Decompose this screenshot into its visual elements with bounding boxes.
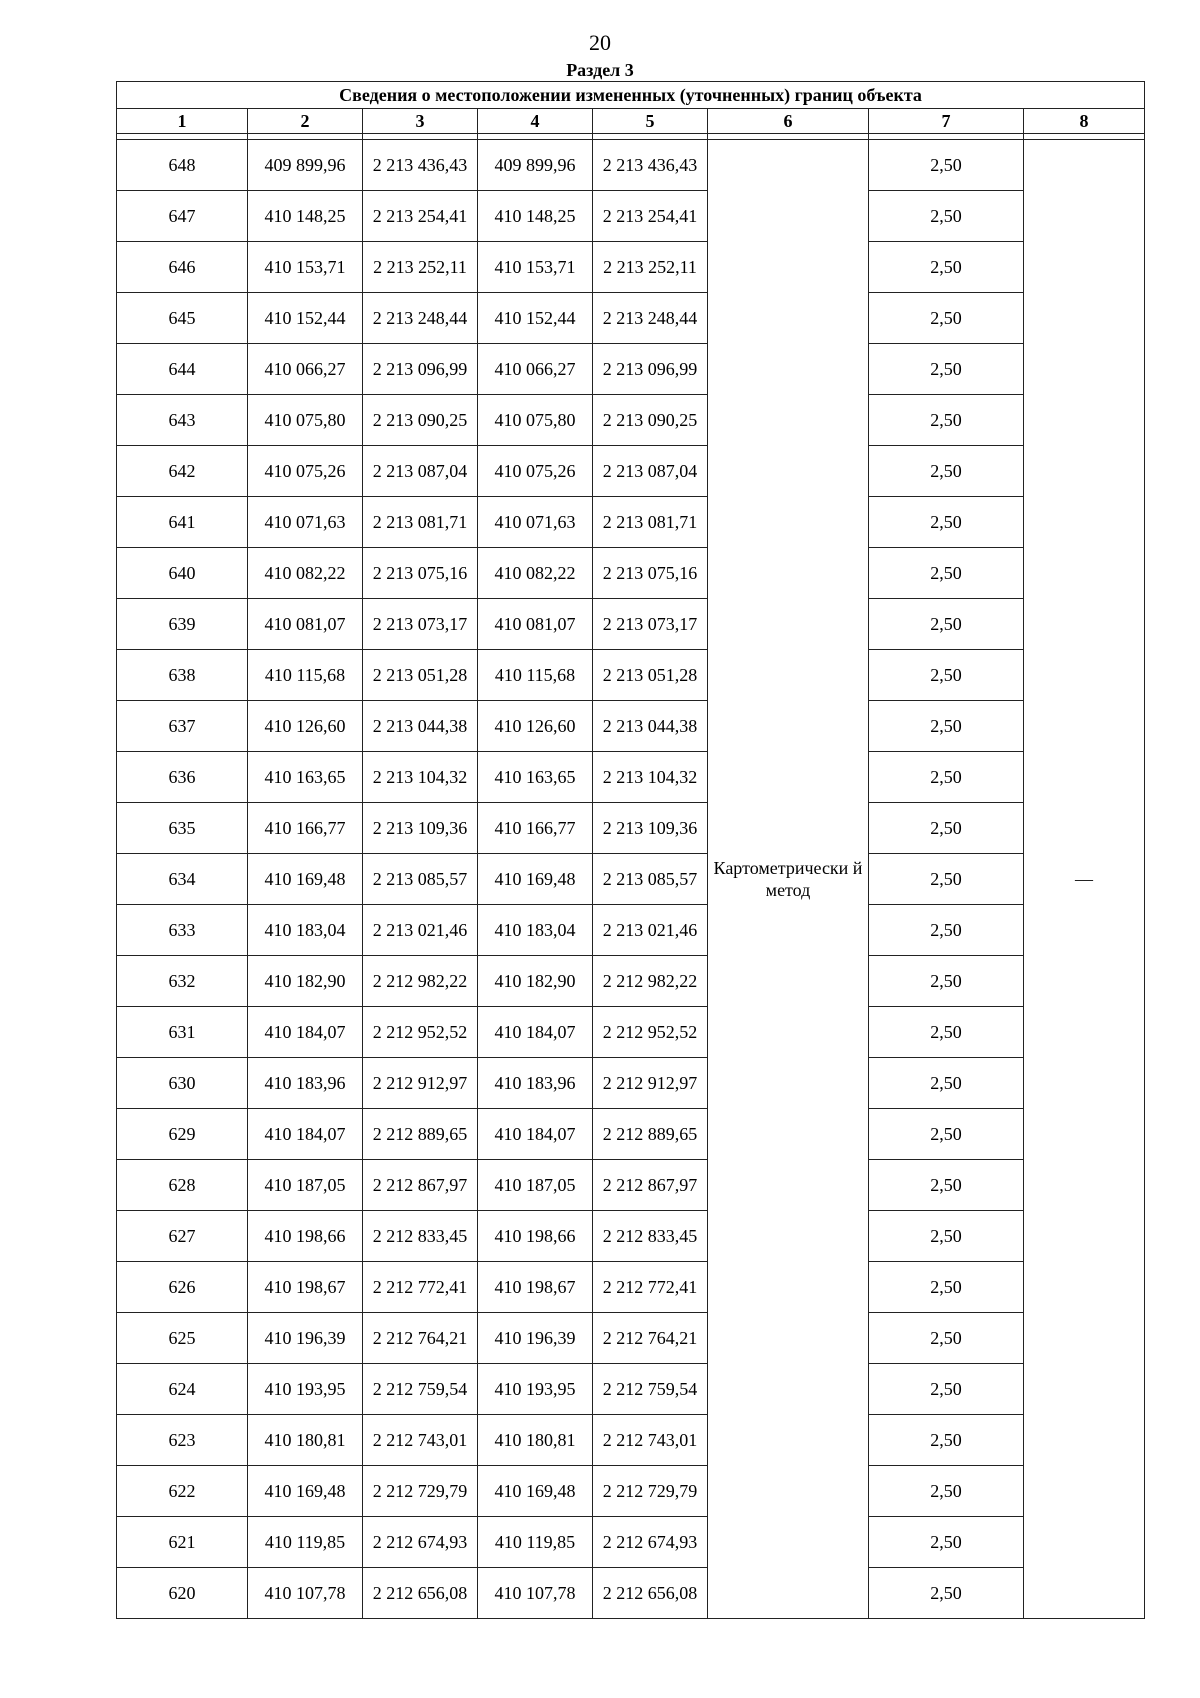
x-new-cell: 410 075,26 [478, 446, 593, 497]
column-number-row [117, 109, 1145, 134]
x-old-cell: 410 198,67 [248, 1262, 363, 1313]
x-old-cell: 410 184,07 [248, 1007, 363, 1058]
x-new-cell: 410 163,65 [478, 752, 593, 803]
x-old-cell: 410 066,27 [248, 344, 363, 395]
table-row [117, 650, 1145, 701]
accuracy-cell: 2,50 [869, 1211, 1024, 1262]
y-new-cell: 2 213 075,16 [593, 548, 708, 599]
table-row [117, 1058, 1145, 1109]
y-new-cell: 2 213 436,43 [593, 140, 708, 191]
table-row [117, 1517, 1145, 1568]
x-new-cell: 410 153,71 [478, 242, 593, 293]
table-row [117, 752, 1145, 803]
y-old-cell: 2 212 759,54 [363, 1364, 478, 1415]
accuracy-cell: 2,50 [869, 803, 1024, 854]
x-old-cell: 410 163,65 [248, 752, 363, 803]
x-new-cell: 410 082,22 [478, 548, 593, 599]
x-old-cell: 410 196,39 [248, 1313, 363, 1364]
column-number: 6 [708, 109, 869, 134]
y-new-cell: 2 213 109,36 [593, 803, 708, 854]
x-old-cell: 410 148,25 [248, 191, 363, 242]
x-new-cell: 410 081,07 [478, 599, 593, 650]
y-new-cell: 2 213 087,04 [593, 446, 708, 497]
column-number: 4 [478, 109, 593, 134]
y-old-cell: 2 212 772,41 [363, 1262, 478, 1313]
accuracy-cell: 2,50 [869, 548, 1024, 599]
y-new-cell: 2 213 252,11 [593, 242, 708, 293]
table-row [117, 803, 1145, 854]
column-number: 2 [248, 109, 363, 134]
table-caption: Сведения о местоположении измененных (уточненных) границ объекта [117, 82, 1145, 109]
y-new-cell: 2 212 867,97 [593, 1160, 708, 1211]
x-new-cell: 410 182,90 [478, 956, 593, 1007]
point-number-cell: 621 [117, 1517, 248, 1568]
x-new-cell: 410 184,07 [478, 1109, 593, 1160]
y-new-cell: 2 213 044,38 [593, 701, 708, 752]
y-old-cell: 2 213 085,57 [363, 854, 478, 905]
point-number-cell: 624 [117, 1364, 248, 1415]
x-new-cell: 410 066,27 [478, 344, 593, 395]
y-new-cell: 2 213 090,25 [593, 395, 708, 446]
table-row [117, 1160, 1145, 1211]
y-old-cell: 2 212 743,01 [363, 1415, 478, 1466]
accuracy-cell: 2,50 [869, 1364, 1024, 1415]
accuracy-cell: 2,50 [869, 599, 1024, 650]
x-old-cell: 410 187,05 [248, 1160, 363, 1211]
point-number-cell: 634 [117, 854, 248, 905]
x-old-cell: 410 184,07 [248, 1109, 363, 1160]
accuracy-cell: 2,50 [869, 395, 1024, 446]
point-number-cell: 645 [117, 293, 248, 344]
y-old-cell: 2 213 051,28 [363, 650, 478, 701]
y-old-cell: 2 213 087,04 [363, 446, 478, 497]
y-old-cell: 2 213 075,16 [363, 548, 478, 599]
y-old-cell: 2 212 674,93 [363, 1517, 478, 1568]
point-number-cell: 633 [117, 905, 248, 956]
y-old-cell: 2 212 867,97 [363, 1160, 478, 1211]
y-new-cell: 2 212 833,45 [593, 1211, 708, 1262]
table-row [117, 1262, 1145, 1313]
x-new-cell: 410 193,95 [478, 1364, 593, 1415]
y-new-cell: 2 212 674,93 [593, 1517, 708, 1568]
accuracy-cell: 2,50 [869, 701, 1024, 752]
accuracy-cell: 2,50 [869, 497, 1024, 548]
accuracy-cell: 2,50 [869, 1007, 1024, 1058]
point-number-cell: 635 [117, 803, 248, 854]
x-old-cell: 410 075,80 [248, 395, 363, 446]
x-new-cell: 410 166,77 [478, 803, 593, 854]
y-old-cell: 2 213 090,25 [363, 395, 478, 446]
accuracy-cell: 2,50 [869, 1568, 1024, 1619]
y-new-cell: 2 213 073,17 [593, 599, 708, 650]
point-number-cell: 630 [117, 1058, 248, 1109]
page-number: 20 [589, 30, 611, 55]
y-new-cell: 2 212 912,97 [593, 1058, 708, 1109]
accuracy-cell: 2,50 [869, 752, 1024, 803]
y-old-cell: 2 213 248,44 [363, 293, 478, 344]
x-new-cell: 410 198,67 [478, 1262, 593, 1313]
x-old-cell: 410 119,85 [248, 1517, 363, 1568]
y-new-cell: 2 212 982,22 [593, 956, 708, 1007]
table-row [117, 956, 1145, 1007]
column-number: 5 [593, 109, 708, 134]
y-new-cell: 2 212 729,79 [593, 1466, 708, 1517]
x-old-cell: 410 071,63 [248, 497, 363, 548]
x-new-cell: 410 180,81 [478, 1415, 593, 1466]
x-old-cell: 410 153,71 [248, 242, 363, 293]
column-number: 8 [1024, 109, 1145, 134]
x-old-cell: 410 082,22 [248, 548, 363, 599]
point-number-cell: 641 [117, 497, 248, 548]
accuracy-cell: 2,50 [869, 191, 1024, 242]
x-new-cell: 410 126,60 [478, 701, 593, 752]
accuracy-cell: 2,50 [869, 1517, 1024, 1568]
y-new-cell: 2 213 021,46 [593, 905, 708, 956]
accuracy-cell: 2,50 [869, 650, 1024, 701]
point-number-cell: 640 [117, 548, 248, 599]
x-old-cell: 410 169,48 [248, 1466, 363, 1517]
y-new-cell: 2 213 051,28 [593, 650, 708, 701]
point-number-cell: 622 [117, 1466, 248, 1517]
table-row [117, 1313, 1145, 1364]
y-old-cell: 2 213 252,11 [363, 242, 478, 293]
accuracy-cell: 2,50 [869, 854, 1024, 905]
table-row [117, 599, 1145, 650]
table-row [117, 548, 1145, 599]
point-number-cell: 625 [117, 1313, 248, 1364]
table-row [117, 395, 1145, 446]
x-new-cell: 410 119,85 [478, 1517, 593, 1568]
y-old-cell: 2 212 833,45 [363, 1211, 478, 1262]
point-number-cell: 631 [117, 1007, 248, 1058]
table-row [117, 140, 1145, 191]
accuracy-cell: 2,50 [869, 446, 1024, 497]
table-row [117, 1109, 1145, 1160]
x-new-cell: 410 169,48 [478, 1466, 593, 1517]
x-old-cell: 410 183,04 [248, 905, 363, 956]
point-number-cell: 647 [117, 191, 248, 242]
table-row [117, 854, 1145, 905]
accuracy-cell: 2,50 [869, 1313, 1024, 1364]
x-new-cell: 410 187,05 [478, 1160, 593, 1211]
x-new-cell: 410 075,80 [478, 395, 593, 446]
x-old-cell: 410 115,68 [248, 650, 363, 701]
point-number-cell: 620 [117, 1568, 248, 1619]
table-row [117, 1364, 1145, 1415]
x-new-cell: 410 196,39 [478, 1313, 593, 1364]
x-new-cell: 410 107,78 [478, 1568, 593, 1619]
y-old-cell: 2 213 073,17 [363, 599, 478, 650]
y-old-cell: 2 212 656,08 [363, 1568, 478, 1619]
y-new-cell: 2 213 104,32 [593, 752, 708, 803]
x-old-cell: 410 107,78 [248, 1568, 363, 1619]
point-number-cell: 648 [117, 140, 248, 191]
table-row [117, 1007, 1145, 1058]
y-old-cell: 2 212 912,97 [363, 1058, 478, 1109]
y-new-cell: 2 213 254,41 [593, 191, 708, 242]
y-new-cell: 2 213 096,99 [593, 344, 708, 395]
y-old-cell: 2 212 764,21 [363, 1313, 478, 1364]
x-new-cell: 410 152,44 [478, 293, 593, 344]
y-new-cell: 2 212 764,21 [593, 1313, 708, 1364]
y-old-cell: 2 213 104,32 [363, 752, 478, 803]
x-new-cell: 410 184,07 [478, 1007, 593, 1058]
y-old-cell: 2 212 982,22 [363, 956, 478, 1007]
point-number-cell: 629 [117, 1109, 248, 1160]
y-new-cell: 2 212 759,54 [593, 1364, 708, 1415]
point-number-cell: 623 [117, 1415, 248, 1466]
x-new-cell: 410 183,04 [478, 905, 593, 956]
y-new-cell: 2 212 889,65 [593, 1109, 708, 1160]
y-old-cell: 2 213 096,99 [363, 344, 478, 395]
x-new-cell: 410 148,25 [478, 191, 593, 242]
accuracy-cell: 2,50 [869, 1109, 1024, 1160]
y-new-cell: 2 213 248,44 [593, 293, 708, 344]
boundary-table [116, 81, 1145, 1619]
accuracy-cell: 2,50 [869, 1466, 1024, 1517]
accuracy-cell: 2,50 [869, 1160, 1024, 1211]
y-new-cell: 2 212 772,41 [593, 1262, 708, 1313]
point-number-cell: 638 [117, 650, 248, 701]
accuracy-cell: 2,50 [869, 242, 1024, 293]
x-old-cell: 410 180,81 [248, 1415, 363, 1466]
x-old-cell: 410 193,95 [248, 1364, 363, 1415]
y-new-cell: 2 212 656,08 [593, 1568, 708, 1619]
y-old-cell: 2 212 952,52 [363, 1007, 478, 1058]
x-old-cell: 410 075,26 [248, 446, 363, 497]
y-old-cell: 2 213 254,41 [363, 191, 478, 242]
table-row [117, 1415, 1145, 1466]
y-new-cell: 2 212 952,52 [593, 1007, 708, 1058]
x-new-cell: 410 169,48 [478, 854, 593, 905]
accuracy-cell: 2,50 [869, 140, 1024, 191]
point-number-cell: 636 [117, 752, 248, 803]
point-number-cell: 628 [117, 1160, 248, 1211]
x-old-cell: 410 152,44 [248, 293, 363, 344]
accuracy-cell: 2,50 [869, 1415, 1024, 1466]
point-number-cell: 627 [117, 1211, 248, 1262]
table-row [117, 293, 1145, 344]
y-old-cell: 2 213 021,46 [363, 905, 478, 956]
x-old-cell: 409 899,96 [248, 140, 363, 191]
point-number-cell: 643 [117, 395, 248, 446]
column8-cell: — [1024, 140, 1145, 1619]
point-number-cell: 626 [117, 1262, 248, 1313]
x-new-cell: 409 899,96 [478, 140, 593, 191]
x-new-cell: 410 115,68 [478, 650, 593, 701]
accuracy-cell: 2,50 [869, 905, 1024, 956]
table-row [117, 242, 1145, 293]
y-new-cell: 2 213 081,71 [593, 497, 708, 548]
x-new-cell: 410 183,96 [478, 1058, 593, 1109]
x-old-cell: 410 183,96 [248, 1058, 363, 1109]
x-old-cell: 410 182,90 [248, 956, 363, 1007]
point-number-cell: 637 [117, 701, 248, 752]
y-old-cell: 2 212 889,65 [363, 1109, 478, 1160]
table-row [117, 446, 1145, 497]
y-old-cell: 2 213 436,43 [363, 140, 478, 191]
column-number: 1 [117, 109, 248, 134]
point-number-cell: 639 [117, 599, 248, 650]
table-row [117, 1211, 1145, 1262]
method-cell: Картометрически й метод [708, 140, 869, 1619]
accuracy-cell: 2,50 [869, 344, 1024, 395]
y-new-cell: 2 213 085,57 [593, 854, 708, 905]
column-number: 3 [363, 109, 478, 134]
point-number-cell: 632 [117, 956, 248, 1007]
x-old-cell: 410 081,07 [248, 599, 363, 650]
x-old-cell: 410 198,66 [248, 1211, 363, 1262]
point-number-cell: 644 [117, 344, 248, 395]
table-row [117, 497, 1145, 548]
x-new-cell: 410 198,66 [478, 1211, 593, 1262]
point-number-cell: 642 [117, 446, 248, 497]
table-row [117, 905, 1145, 956]
x-new-cell: 410 071,63 [478, 497, 593, 548]
table-row [117, 1568, 1145, 1619]
table-row [117, 344, 1145, 395]
y-old-cell: 2 213 109,36 [363, 803, 478, 854]
point-number-cell: 646 [117, 242, 248, 293]
accuracy-cell: 2,50 [869, 293, 1024, 344]
accuracy-cell: 2,50 [869, 1262, 1024, 1313]
section-title: Раздел 3 [566, 60, 634, 80]
column-number: 7 [869, 109, 1024, 134]
y-old-cell: 2 213 044,38 [363, 701, 478, 752]
accuracy-cell: 2,50 [869, 956, 1024, 1007]
accuracy-cell: 2,50 [869, 1058, 1024, 1109]
x-old-cell: 410 169,48 [248, 854, 363, 905]
y-new-cell: 2 212 743,01 [593, 1415, 708, 1466]
y-old-cell: 2 212 729,79 [363, 1466, 478, 1517]
x-old-cell: 410 126,60 [248, 701, 363, 752]
table-row [117, 701, 1145, 752]
y-old-cell: 2 213 081,71 [363, 497, 478, 548]
x-old-cell: 410 166,77 [248, 803, 363, 854]
table-row [117, 191, 1145, 242]
table-row [117, 1466, 1145, 1517]
